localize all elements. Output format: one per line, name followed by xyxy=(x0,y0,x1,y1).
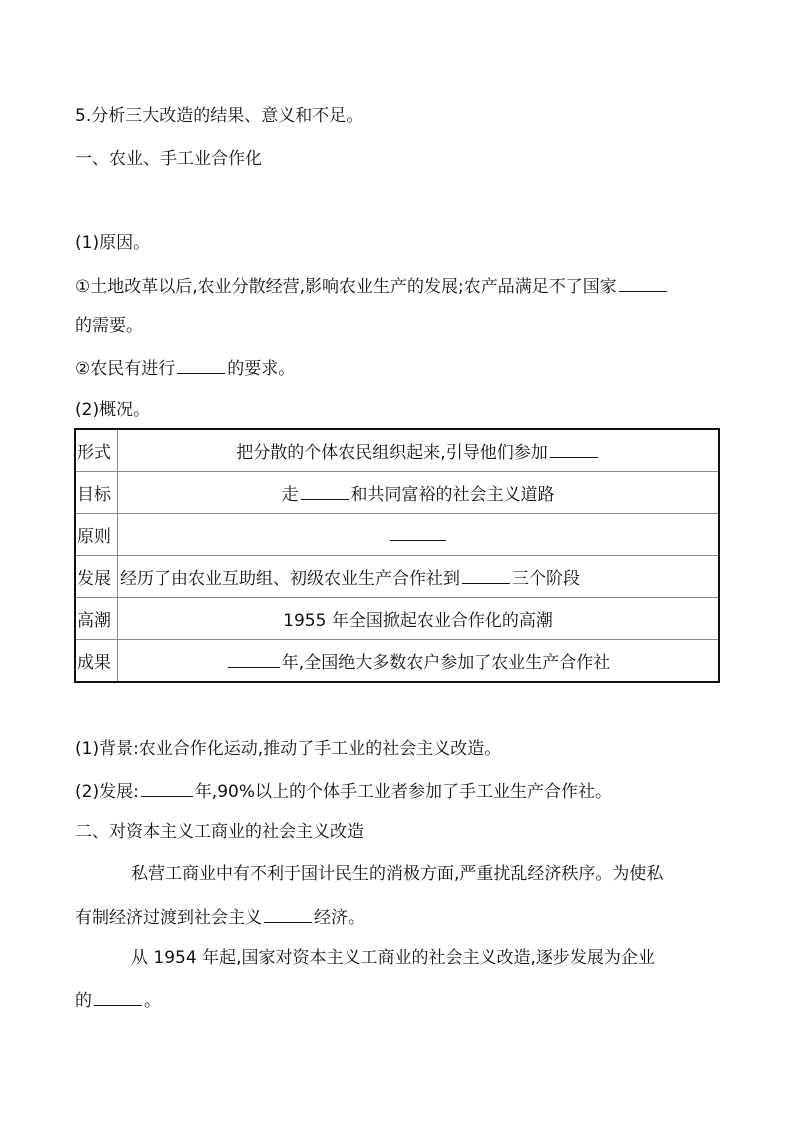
reason-2-text-a: ②农民有进行 xyxy=(75,359,176,379)
handicraft-dev-text-a: (2)发展: xyxy=(75,782,139,802)
row-content: 1955 年全国掀起农业合作化的高潮 xyxy=(118,598,720,640)
table-row xyxy=(75,472,719,514)
reason-1-text: ①土地改革以后,农业分散经营,影响农业生产的发展;农产品满足不了国家 xyxy=(75,277,617,297)
paragraph-1-line-2 xyxy=(75,905,365,930)
row-content: 经历了由农业互助组、初级农业生产合作社到 三个阶段 xyxy=(118,556,720,598)
row-content: 把分散的个体农民组织起来,引导他们参加 xyxy=(118,429,720,472)
fill-blank[interactable] xyxy=(550,440,598,458)
table-row xyxy=(75,640,719,683)
section-2-title: 二、对资本主义工商业的社会主义改造 xyxy=(75,822,364,842)
reason-title: (1)原因。 xyxy=(75,233,151,253)
reason-1-line-1 xyxy=(75,274,669,299)
handicraft-background: (1)背景:农业合作化运动,推动了手工业的社会主义改造。 xyxy=(75,739,502,759)
fill-blank[interactable] xyxy=(301,482,349,500)
fill-blank[interactable] xyxy=(462,566,510,584)
question-5: 5.分析三大改造的结果、意义和不足。 xyxy=(75,106,364,126)
row-label: 成果 xyxy=(75,640,118,683)
row-label: 目标 xyxy=(75,472,118,514)
table-row xyxy=(75,514,719,556)
table-row xyxy=(75,556,719,598)
fill-blank[interactable] xyxy=(390,523,446,541)
paragraph-1-line-1: 私营工商业中有不利于国计民生的消极方面,严重扰乱经济秩序。为使私 xyxy=(131,864,664,884)
section-1-title: 一、农业、手工业合作化 xyxy=(75,149,262,169)
fill-blank[interactable] xyxy=(177,356,225,374)
handicraft-dev-text-b: 年,90%以上的个体手工业者参加了手工业生产合作社。 xyxy=(194,782,613,802)
overview-title: (2)概况。 xyxy=(75,400,151,420)
reason-2-text-b: 的要求。 xyxy=(227,359,296,379)
reason-1-line-2: 的需要。 xyxy=(75,316,143,336)
paragraph-2-line-1: 从 1954 年起,国家对资本主义工商业的社会主义改造,逐步发展为企业 xyxy=(131,948,655,968)
row-label: 发展 xyxy=(75,556,118,598)
overview-table xyxy=(74,428,720,683)
row-label: 原则 xyxy=(75,514,118,556)
fill-blank[interactable] xyxy=(264,905,312,923)
para-2-text-b: 的 xyxy=(75,991,92,1011)
para-2-text-c: 。 xyxy=(144,991,161,1011)
fill-blank[interactable] xyxy=(228,650,280,668)
fill-blank[interactable] xyxy=(94,988,142,1006)
row-content: 年,全国绝大多数农户参加了农业生产合作社 xyxy=(118,640,720,683)
para-1-text-c: 经济。 xyxy=(314,908,365,928)
reason-2 xyxy=(75,356,295,381)
row-content: 走 和共同富裕的社会主义道路 xyxy=(118,472,720,514)
handicraft-development xyxy=(75,779,612,804)
paragraph-2-line-2 xyxy=(75,988,161,1013)
row-content xyxy=(118,514,720,556)
row-label: 形式 xyxy=(75,429,118,472)
para-1-text-b: 有制经济过渡到社会主义 xyxy=(75,908,262,928)
fill-blank[interactable] xyxy=(141,779,193,797)
table-row xyxy=(75,429,719,472)
row-label: 高潮 xyxy=(75,598,118,640)
fill-blank[interactable] xyxy=(619,274,667,292)
table-row xyxy=(75,598,719,640)
